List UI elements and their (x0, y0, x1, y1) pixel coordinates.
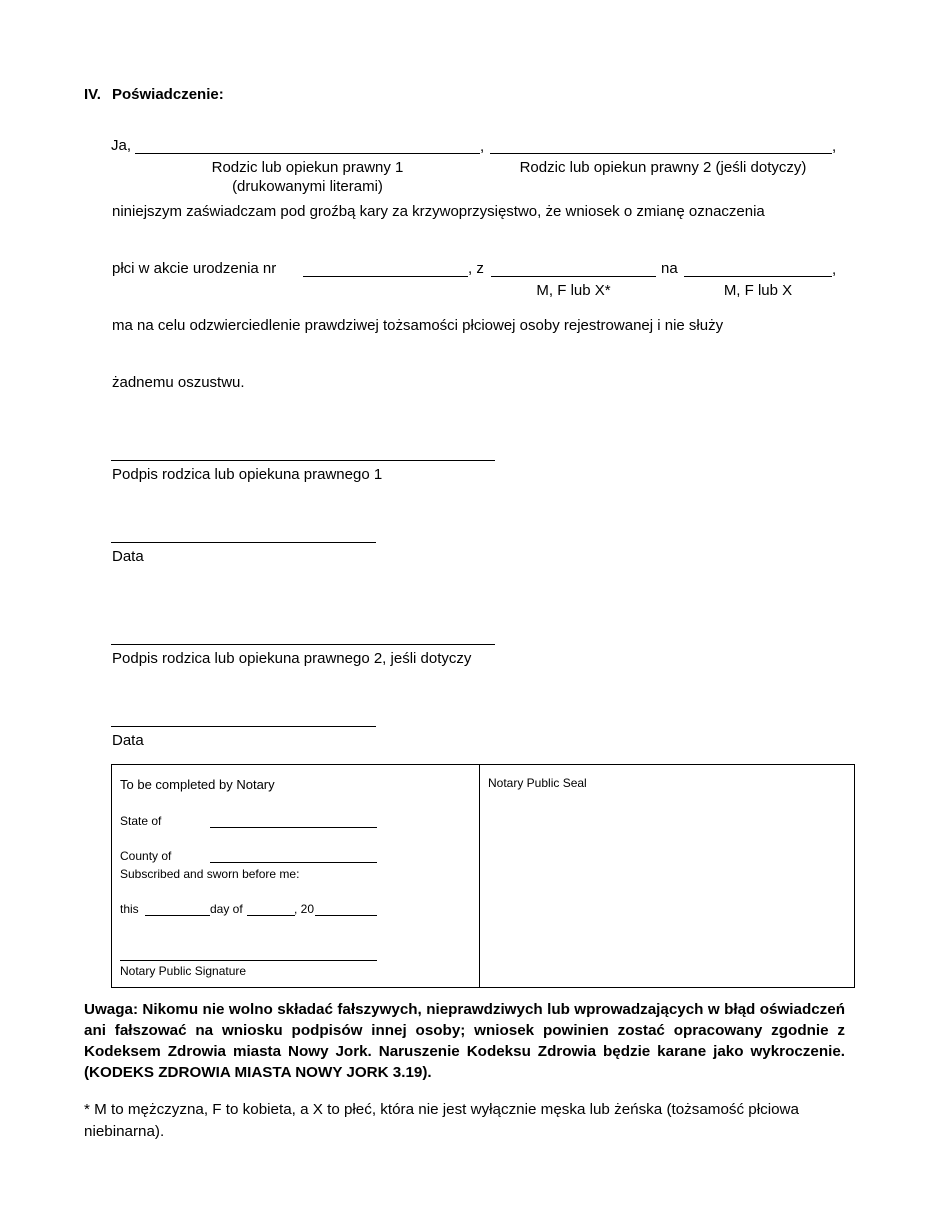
sworn-label: Subscribed and sworn before me: (120, 867, 300, 881)
this-label: this (120, 902, 139, 916)
parent1-name-field[interactable] (135, 153, 480, 154)
attestation-line-1: niniejszym zaświadczam pod groźbą kary za krzywoprzysięstwo, że wniosek o zmianę oznaczenia (112, 203, 765, 220)
notary-divider (479, 765, 480, 987)
sex-to-field[interactable] (684, 276, 832, 277)
signature1-label: Podpis rodzica lub opiekuna prawnego 1 (112, 466, 383, 483)
signature1-field[interactable] (111, 460, 495, 461)
from-label: , z (468, 260, 484, 277)
parent2-caption: Rodzic lub opiekun prawny 2 (jeśli dotyczy) (519, 159, 807, 176)
attestation-line-3: ma na celu odzwierciedlenie prawdziwej tożsamości płciowej osoby rejestrowanej i nie służy (112, 317, 724, 334)
sex-to-caption: M, F lub X (723, 282, 793, 299)
year-field[interactable] (315, 915, 377, 916)
section-number: IV. (84, 86, 101, 103)
date1-label: Data (112, 548, 144, 565)
month-field[interactable] (247, 915, 295, 916)
state-field[interactable] (210, 827, 377, 828)
day-of-label: day of (210, 902, 243, 916)
footnote: * M to mężczyzna, F to kobieta, a X to płeć, która nie jest wyłącznie męska lub żeńska (tożsamość płciowa niebinarna). (84, 1101, 799, 1140)
notary-box (111, 764, 855, 988)
signature2-field[interactable] (111, 644, 495, 645)
certificate-number-field[interactable] (303, 276, 468, 277)
sex-from-field[interactable] (491, 276, 656, 277)
ja-label: Ja, (111, 137, 132, 154)
day-field[interactable] (145, 915, 210, 916)
state-label: State of (120, 814, 162, 828)
comma-separator: , (832, 261, 837, 278)
date2-field[interactable] (111, 726, 376, 727)
sex-from-caption: M, F lub X* (536, 282, 611, 299)
county-field[interactable] (210, 862, 377, 863)
notary-signature-field[interactable] (120, 960, 377, 961)
parent1-caption-note: (drukowanymi literami) (232, 178, 383, 195)
year-label: , 20 (294, 902, 315, 916)
signature2-label: Podpis rodzica lub opiekuna prawnego 2, jeśli dotyczy (112, 650, 472, 667)
parent2-name-field[interactable] (490, 153, 832, 154)
comma-separator: , (480, 138, 485, 155)
attestation-line-4: żadnemu oszustwu. (112, 374, 245, 391)
warning-notice: Uwaga: Nikomu nie wolno składać fałszywych, nieprawdziwych lub wprowadzających w błąd oświadczeń ani fałszować na wniosku podpisów innej osoby; wniosek powinien zostać opracowany zgodnie z Kodeksem Zdrowia miasta Nowy Jork. Naruszenie Kodeksu Zdrowia będzie karane jako wykroczenie. (KODEKS ZDROWIA MIASTA NOWY JORK 3.19). (84, 1001, 845, 1081)
section-title: Poświadczenie: (112, 86, 224, 103)
date1-field[interactable] (111, 542, 376, 543)
county-label: County of (120, 849, 172, 863)
notary-signature-label: Notary Public Signature (120, 964, 247, 978)
date2-label: Data (112, 732, 144, 749)
notary-heading: To be completed by Notary (120, 777, 275, 792)
notary-seal-label: Notary Public Seal (488, 776, 587, 790)
to-label: na (661, 260, 678, 277)
comma-separator: , (832, 138, 837, 155)
certificate-number-label: płci w akcie urodzenia nr (112, 260, 277, 277)
parent1-caption: Rodzic lub opiekun prawny 1 (211, 159, 404, 176)
